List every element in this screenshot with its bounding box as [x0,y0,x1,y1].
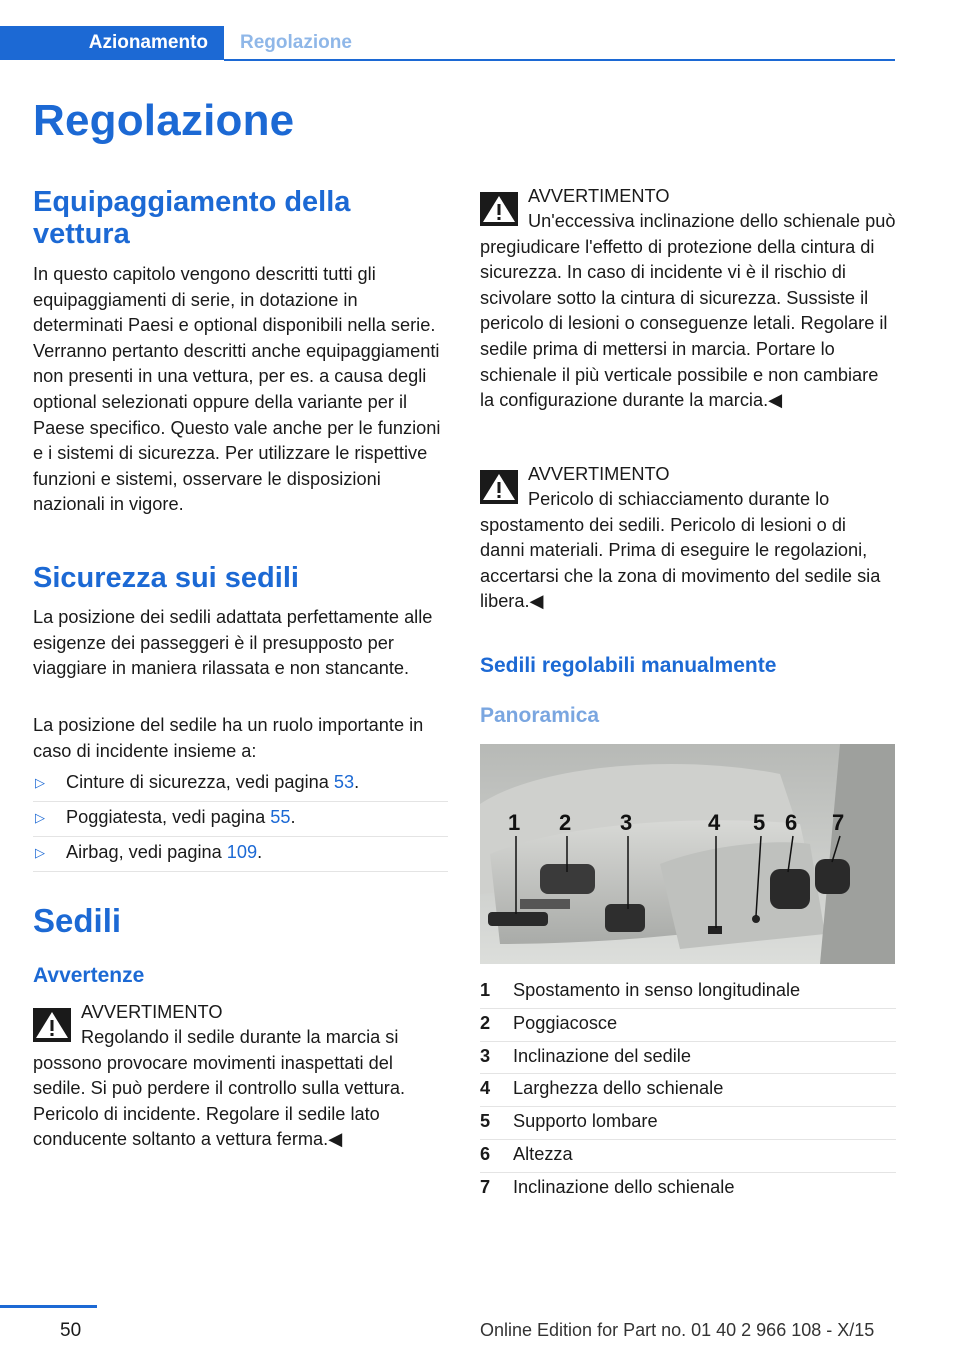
legend-row: 7 Inclinazione dello schienale [480,1176,735,1197]
list-item: ▷ Airbag, vedi pagina 109. [33,840,448,872]
triangle-bullet-icon: ▷ [35,845,45,860]
triangle-bullet-icon: ▷ [35,775,45,790]
list-item: ▷ Poggiatesta, vedi pagina 55. [33,805,448,837]
heading-panoramica: Panoramica [480,704,600,727]
legend-list [480,976,896,1205]
page-title: Regolazione [33,96,295,145]
paragraph-sicurezza-1: La posizione dei sedili adattata perfettamente alle esigenze dei passeggeri è il presupposto per viaggiare in maniera rilassata e non stancante. [33,607,433,679]
footer-edition: Online Edition for Part no. 01 40 2 966 108 - X/15 [480,1320,875,1340]
page-link[interactable]: 109 [226,842,258,862]
warning-title: AVVERTIMENTO [528,464,670,484]
heading-sicurezza-sedili: Sicurezza sui sedili [33,562,299,594]
warning-text: Regolando il sedile durante la marcia si possono provocare movimenti inaspettati del sedile. Si può perdere il controllo sulla vettura. Pericolo di incidente. Regolare il sedile lato conducente soltanto a vettura ferma.◀ [33,1027,406,1150]
seat-photo [480,744,895,964]
heading-sedili: Sedili [33,902,122,939]
triangle-bullet-icon: ▷ [35,810,45,825]
photo-label-7: 7 [832,810,845,835]
header-bar [0,26,895,62]
photo-label-5: 5 [753,810,766,835]
heading-avvertenze: Avvertenze [33,964,145,987]
legend-row: 5 Supporto lombare [480,1107,896,1140]
warning-text: Pericolo di schiacciamento durante lo spostamento dei sedili. Pericolo di lesioni o di danni materiali. Prima di eseguire le regolazioni, accertarsi che la zona di movimento del sedile sia libera.◀ [480,489,881,612]
page-link[interactable]: 55 [270,807,291,827]
warning-block-3 [480,462,896,622]
heading-sedili-manuali: Sedili regolabili manualmente [480,654,777,677]
heading-equipaggiamento: Equipaggiamento della vettura [33,186,351,250]
warning-title: AVVERTIMENTO [81,1002,223,1022]
paragraph-equipaggiamento: In questo capitolo vengono descritti tutti gli equipaggiamenti di serie, in dotazione in determinati Paesi e optional disponibili nella serie. Verranno pertanto descritti anche equipaggiamenti non presenti in una vettura, per es. a causa degli optional selezionati oppure della variante per il Paese specifico. Questo vale anche per le funzioni e i sistemi di sicurezza. Per utilizzare le rispettive funzioni e sistemi, osservare le disposizioni nazionali in vigore. [33,264,441,515]
warning-text: Un'eccessiva inclinazione dello schienale può pregiudicare l'effetto di protezione della cintura di sicurezza. In caso di incidente vi è il rischio di scivolare sotto la cintura di sicurezza. Sussiste il pericolo di lesioni o conseguenze letali. Regolare il sedile prima di mettersi in marcia. Portare lo schienale il più verticale possibile e non cambiare la configurazione durante la marcia.◀ [480,211,896,411]
page-number: 50 [60,1320,82,1341]
photo-label-4: 4 [708,810,721,835]
photo-label-6: 6 [785,810,798,835]
warning-block-2 [480,184,896,444]
warning-title: AVVERTIMENTO [528,186,670,206]
bullet-list [33,770,448,875]
legend-row: 6 Altezza [480,1140,896,1173]
photo-label-1: 1 [508,810,521,835]
photo-label-2: 2 [559,810,572,835]
tab-azionamento[interactable]: Azionamento [0,26,224,60]
list-item: ▷ Cinture di sicurezza, vedi pagina 53. [33,770,448,802]
legend-row: 2 Poggiacosce [480,1009,896,1042]
footer-rule [0,1305,97,1308]
legend-row: 4 Larghezza dello schienale [480,1074,896,1107]
photo-label-3: 3 [620,810,633,835]
tab-regolazione[interactable]: Regolazione [240,32,352,53]
legend-row: 3 Inclinazione del sedile [480,1042,896,1075]
warning-block-1 [33,1000,443,1160]
page-link[interactable]: 53 [333,772,355,792]
legend-row: 1 Spostamento in senso longitudinale [480,976,896,1009]
header-rule [224,59,895,61]
paragraph-sicurezza-2: La posizione del sedile ha un ruolo importante in caso di incidente insieme a: [33,715,424,761]
